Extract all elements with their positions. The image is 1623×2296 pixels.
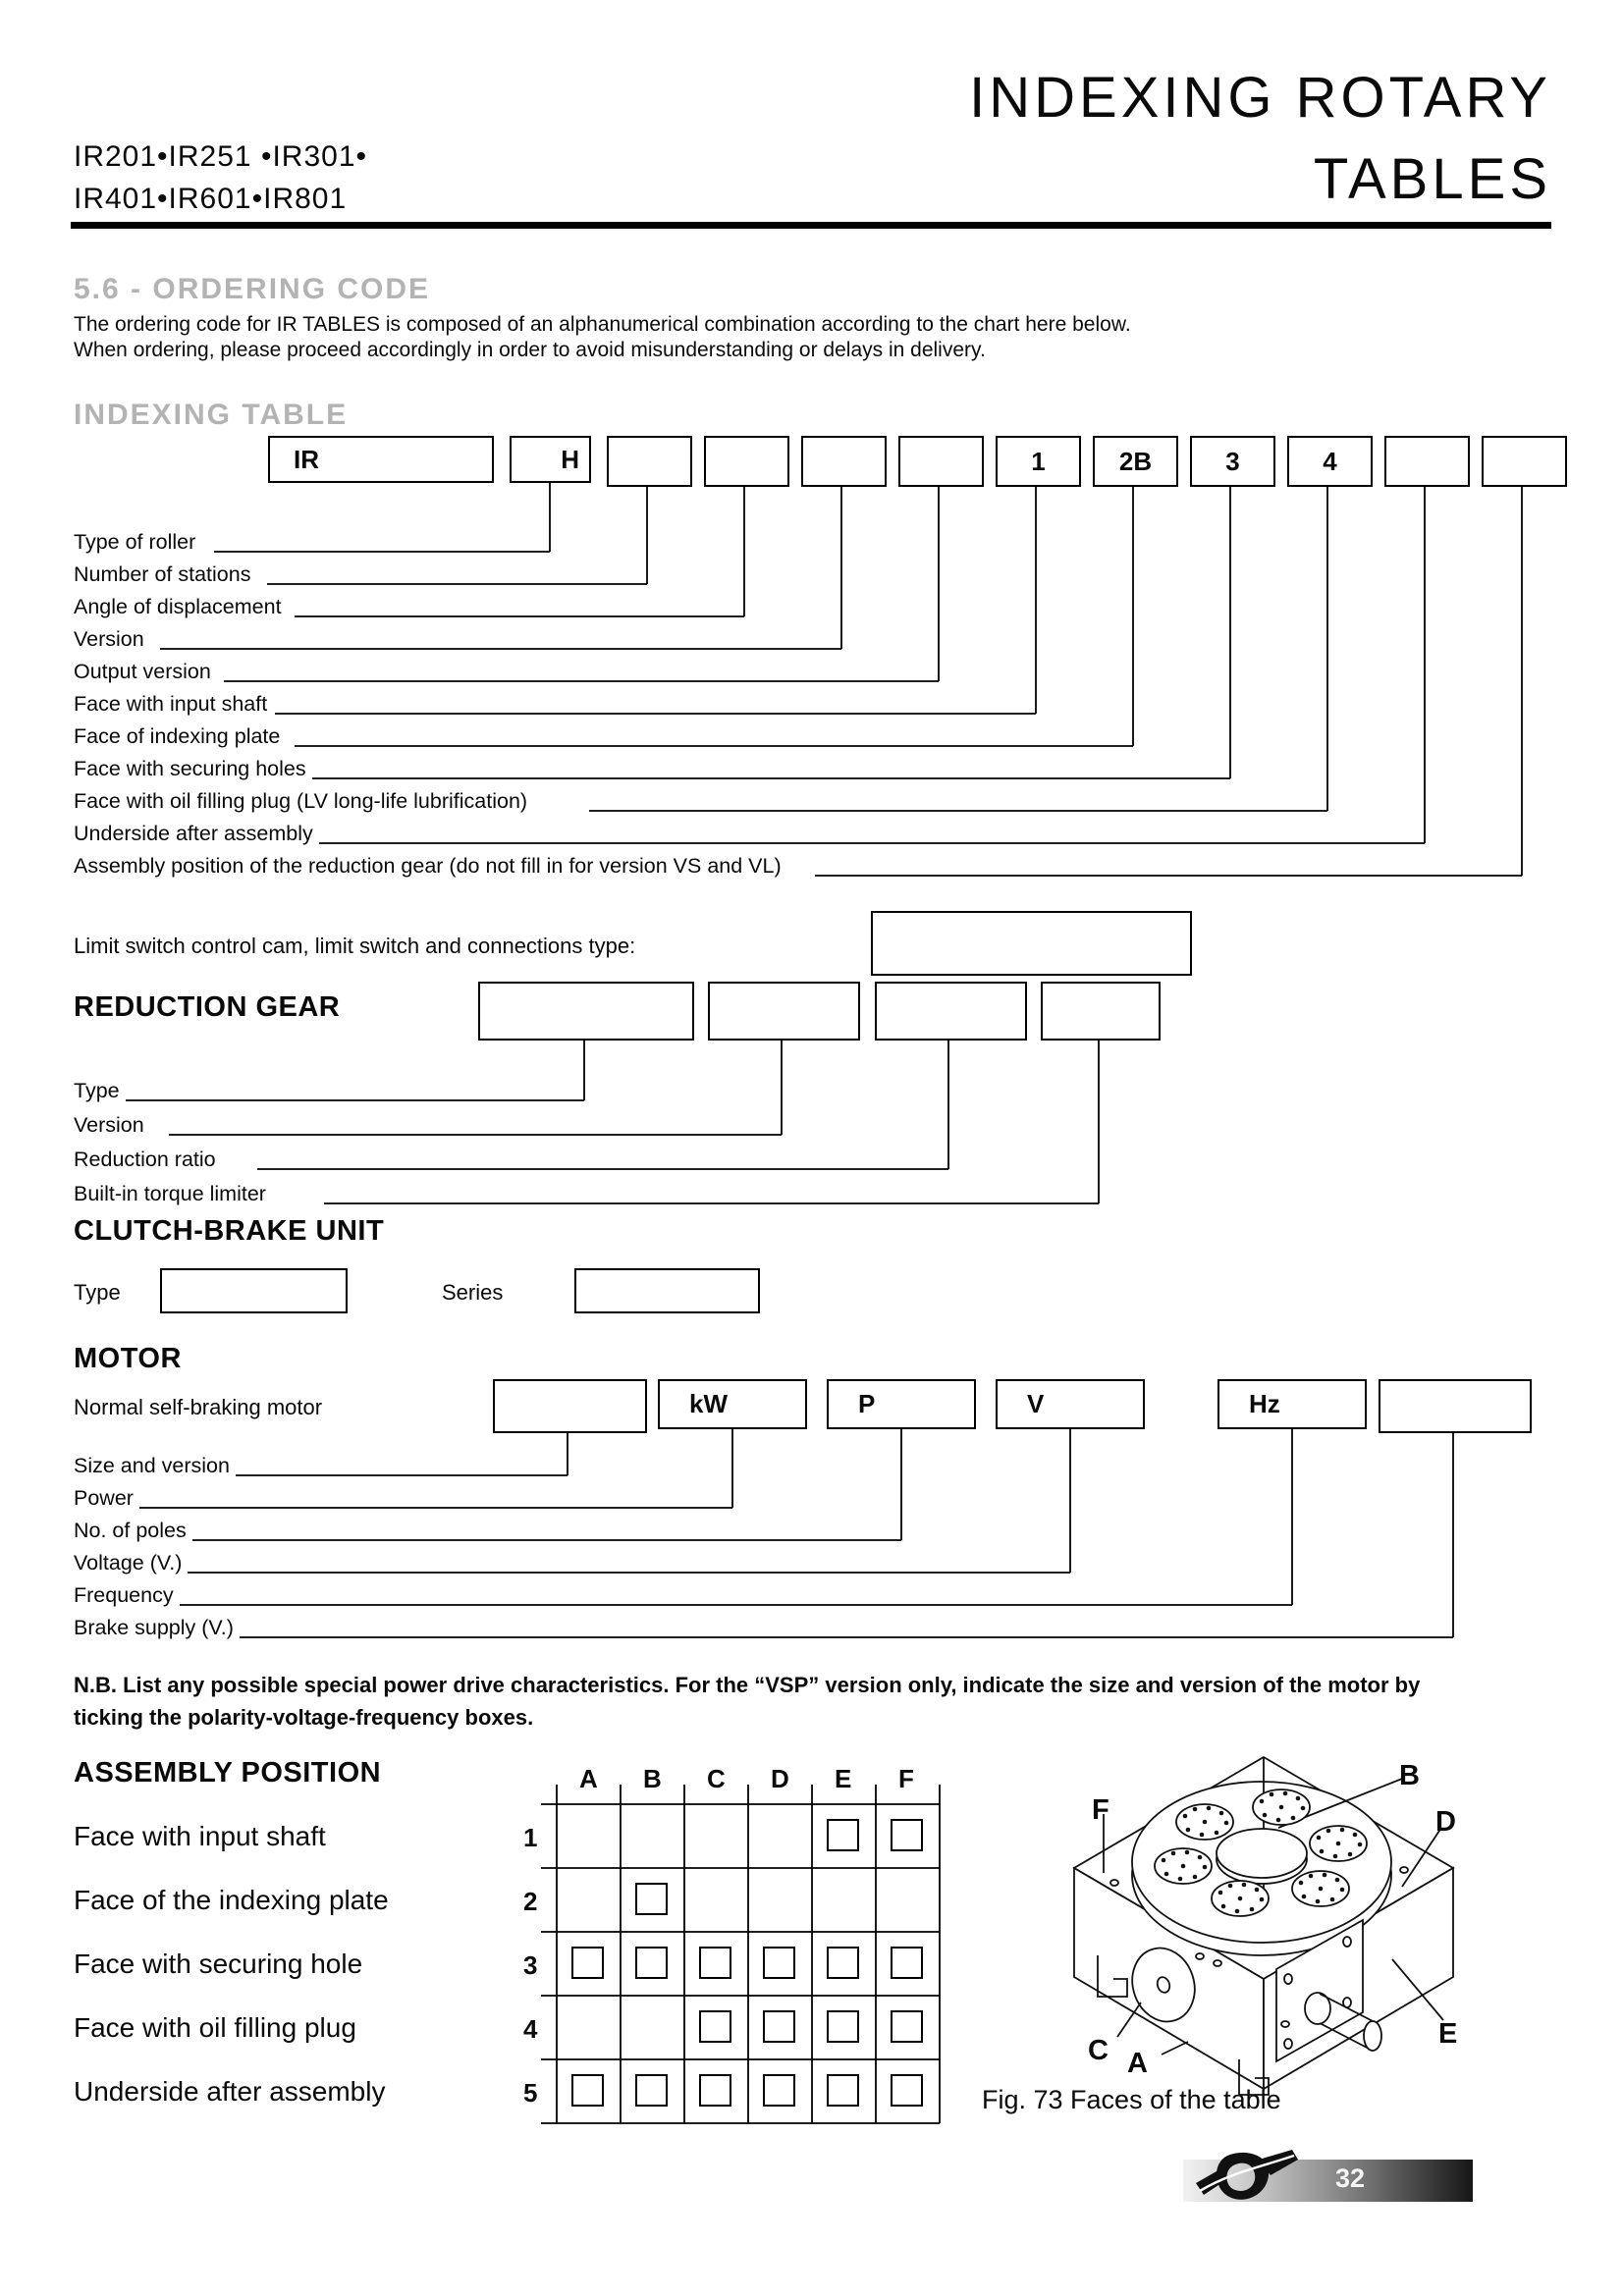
- label-frequency: Frequency: [74, 1583, 180, 1608]
- clutch-series-label: Series: [442, 1280, 509, 1305]
- code-box-face-securing-holes: 3: [1190, 436, 1275, 487]
- brand-logo-icon: [1190, 2146, 1308, 2216]
- checkbox: [827, 1947, 859, 1979]
- intro-line2: When ordering, please proceed accordingly in order to avoid misunderstanding or delays in delivery.: [74, 339, 986, 361]
- figure-label-f: F: [1092, 1794, 1109, 1826]
- label-torque-limiter: Built-in torque limiter: [74, 1182, 272, 1206]
- code-box-stations: [607, 436, 692, 487]
- label-reduction-ratio: Reduction ratio: [74, 1148, 222, 1172]
- nb-note-line2: ticking the polarity-voltage-frequency boxes.: [74, 1705, 534, 1730]
- code-box-face-indexing-plate: 2B: [1093, 436, 1178, 487]
- code-box-angle: [704, 436, 789, 487]
- clutch-type-label: Type: [74, 1280, 127, 1305]
- motor-box-kw: kW: [658, 1379, 807, 1429]
- clutch-series-box: [574, 1268, 760, 1313]
- checkbox: [699, 2010, 731, 2043]
- assembly-row-num-5: 5: [523, 2078, 538, 2108]
- reduction-box-type: [478, 982, 694, 1041]
- assembly-row-num-1: 1: [523, 1823, 538, 1852]
- label-output-version: Output version: [74, 660, 217, 684]
- motor-heading: MOTOR: [74, 1343, 188, 1375]
- checkbox: [571, 1947, 604, 1979]
- checkbox: [699, 1947, 731, 1979]
- indexing-table-heading: INDEXING TABLE: [74, 399, 349, 431]
- assembly-row-label-4: Face with oil filling plug: [74, 2012, 362, 2044]
- assembly-row-label-3: Face with securing hole: [74, 1949, 368, 1980]
- reduction-box-version: [708, 982, 860, 1041]
- checkbox: [891, 1819, 923, 1851]
- intro-line1: The ordering code for IR TABLES is composed of an alphanumerical combination according to the chart here below.: [74, 313, 1131, 336]
- assembly-row-num-3: 3: [523, 1950, 538, 1980]
- assembly-row-label-5: Underside after assembly: [74, 2076, 391, 2108]
- label-brake-supply: Brake supply (V.): [74, 1616, 240, 1640]
- code-box-underside: [1384, 436, 1470, 487]
- label-angle-of-displacement: Angle of displacement: [74, 595, 288, 619]
- motor-box-frequency: Hz: [1217, 1379, 1367, 1429]
- figure-label-e: E: [1438, 2018, 1458, 2050]
- motor-box-voltage: V: [996, 1379, 1145, 1429]
- page-title-line2: TABLES: [1313, 147, 1551, 211]
- checkbox: [635, 2074, 668, 2107]
- checkbox: [763, 2074, 795, 2107]
- assembly-row-label-2: Face of the indexing plate: [74, 1885, 395, 1916]
- code-box-oil-plug: 4: [1287, 436, 1373, 487]
- grid-column-e: E: [835, 1764, 852, 1793]
- label-version: Version: [74, 627, 150, 652]
- label-face-indexing-plate: Face of indexing plate: [74, 724, 286, 749]
- code-box-version: [801, 436, 887, 487]
- label-reduction-type: Type: [74, 1079, 126, 1103]
- checkbox: [827, 1819, 859, 1851]
- motor-row-label: Normal self-braking motor: [74, 1395, 328, 1419]
- assembly-row-label-1: Face with input shaft: [74, 1821, 332, 1852]
- label-size-and-version: Size and version: [74, 1454, 236, 1478]
- grid-column-f: F: [898, 1764, 914, 1793]
- figure-label-c: C: [1088, 2035, 1109, 2066]
- label-assembly-position: Assembly position of the reduction gear (do not fill in for version VS and VL): [74, 854, 787, 879]
- nb-note-line1: N.B. List any possible special power drive characteristics. For the “VSP” version only, indicate the size and version of the motor by: [74, 1673, 1421, 1697]
- rotary-table-figure: [1041, 1737, 1551, 2130]
- label-face-securing-holes: Face with securing holes: [74, 757, 312, 781]
- checkbox: [827, 2010, 859, 2043]
- reduction-box-torque-limiter: [1041, 982, 1161, 1041]
- label-face-oil-filling-plug: Face with oil filling plug (LV long-life lubrification): [74, 789, 533, 814]
- grid-column-d: D: [771, 1764, 789, 1793]
- label-reduction-version: Version: [74, 1113, 150, 1138]
- checkbox: [635, 1883, 668, 1915]
- code-box-face-input-shaft: 1: [996, 436, 1081, 487]
- reduction-box-ratio: [875, 982, 1027, 1041]
- header-rule: [71, 222, 1551, 229]
- assembly-row-num-2: 2: [523, 1887, 538, 1916]
- figure-label-a: A: [1127, 2048, 1148, 2079]
- section-heading: 5.6 - ORDERING CODE: [74, 273, 431, 305]
- label-underside-after-assembly: Underside after assembly: [74, 822, 319, 846]
- checkbox: [827, 2074, 859, 2107]
- grid-column-a: A: [579, 1764, 598, 1793]
- grid-column-c: C: [707, 1764, 726, 1793]
- page-title-line1: INDEXING ROTARY: [969, 66, 1551, 130]
- page-number: 32: [1334, 2163, 1366, 2193]
- code-box-type-of-roller: H: [510, 436, 591, 483]
- checkbox: [763, 1947, 795, 1979]
- label-number-of-stations: Number of stations: [74, 562, 256, 587]
- assembly-row-num-4: 4: [523, 2014, 538, 2044]
- limit-switch-box: [871, 911, 1192, 976]
- checkbox: [891, 1947, 923, 1979]
- code-box-output-version: [898, 436, 984, 487]
- code-box-assembly-position: [1482, 436, 1567, 487]
- checkbox: [891, 2074, 923, 2107]
- clutch-type-box: [160, 1268, 348, 1313]
- limit-switch-label: Limit switch control cam, limit switch and connections type:: [74, 934, 641, 958]
- motor-box-brake-supply: [1379, 1379, 1532, 1433]
- checkbox: [763, 2010, 795, 2043]
- label-power: Power: [74, 1486, 139, 1511]
- reduction-gear-heading: REDUCTION GEAR: [74, 991, 346, 1024]
- label-no-of-poles: No. of poles: [74, 1519, 192, 1543]
- motor-box-poles: P: [827, 1379, 976, 1429]
- checkbox: [635, 1947, 668, 1979]
- label-face-input-shaft: Face with input shaft: [74, 692, 273, 717]
- motor-box-size: [493, 1379, 647, 1433]
- figure-caption: Fig. 73 Faces of the table: [982, 2085, 1281, 2114]
- label-type-of-roller: Type of roller: [74, 530, 201, 555]
- checkbox: [891, 2010, 923, 2043]
- assembly-heading: ASSEMBLY POSITION: [74, 1757, 387, 1789]
- figure-label-d: D: [1435, 1806, 1456, 1838]
- code-box-ir: IR: [268, 436, 494, 483]
- grid-column-b: B: [643, 1764, 662, 1793]
- label-voltage: Voltage (V.): [74, 1551, 188, 1575]
- clutch-brake-heading: CLUTCH-BRAKE UNIT: [74, 1215, 390, 1248]
- model-codes-line1: IR201•IR251 •IR301•: [74, 140, 368, 173]
- checkbox: [571, 2074, 604, 2107]
- checkbox: [699, 2074, 731, 2107]
- model-codes-line2: IR401•IR601•IR801: [74, 183, 348, 215]
- figure-label-b: B: [1399, 1760, 1420, 1791]
